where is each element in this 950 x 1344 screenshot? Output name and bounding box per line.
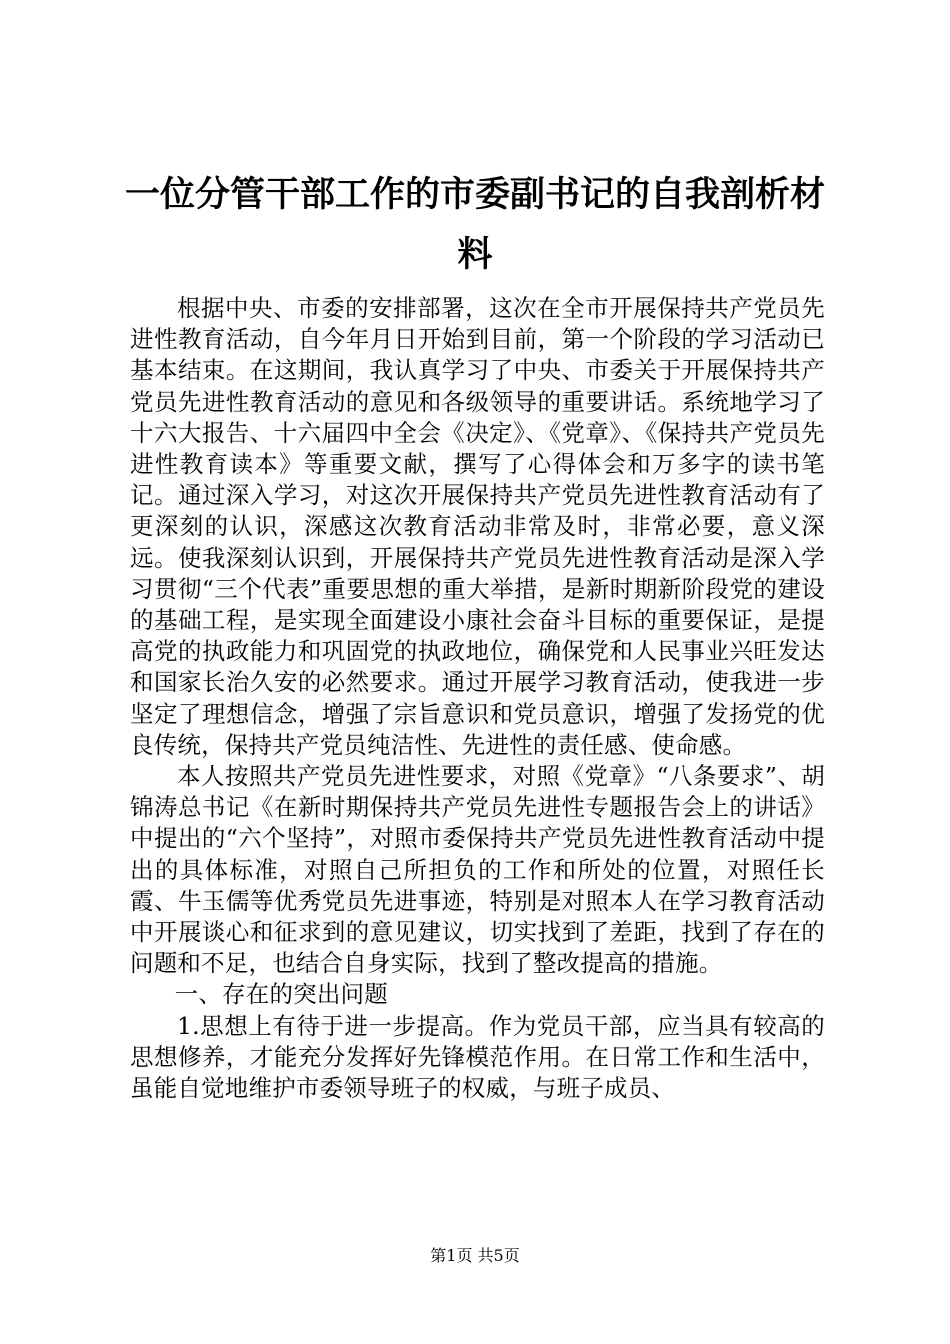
page-footer: 第1页 共5页: [430, 1246, 520, 1265]
document-title: 一位分管干部工作的市委副书记的自我剖析材料: [124, 174, 825, 275]
document-body: [130, 293, 825, 1104]
paragraph-2: 本人按照共产党员先进性要求，对照《党章》“八条要求”、胡锦涛总书记《在新时期保持共产党员先进性专题报告会上的讲话》中提出的“六个坚持”，对照市委保持共产党员先进性教育活动中提出的具体标准，对照自己所担负的工作和所处的位置，对照任长霞、牛玉儒等优秀党员先进事迹，特别是对照本人在学习教育活动中开展谈心和征求到的意见建议，切实找到了差距，找到了存在的问题和不足，也结合自身实际，找到了整改提高的措施。: [130, 762, 825, 978]
section-heading: 一、存在的突出问题: [174, 980, 388, 1009]
paragraph-1: 根据中央、市委的安排部署，这次在全市开展保持共产党员先进性教育活动，自今年月日开始到目前，第一个阶段的学习活动已基本结束。在这期间，我认真学习了中央、市委关于开展保持共产党员先进性教育活动的意见和各级领导的重要讲话。系统地学习了十六大报告、十六届四中全会《决定》、《党章》、《保持共产党员先进性教育读本》等重要文献，撰写了心得体会和万多字的读书笔记。通过深入学习，对这次开展保持共产党员先进性教育活动有了更深刻的认识，深感这次教育活动非常及时，非常必要，意义深远。使我深刻认识到，开展保持共产党员先进性教育活动是深入学习贯彻“三个代表”重要思想的重大举措，是新时期新阶段党的建设的基础工程，是实现全面建设小康社会奋斗目标的重要保证，是提高党的执政能力和巩固党的执政地位，确保党和人民事业兴旺发达和国家长治久安的必然要求。通过开展学习教育活动，使我进一步坚定了理想信念，增强了宗旨意识和党员意识，增强了发扬党的优良传统，保持共产党员纯洁性、先进性的责任感、使命感。: [130, 294, 825, 759]
paragraph-3: 1.思想上有待于进一步提高。作为党员干部，应当具有较高的思想修养，才能充分发挥好先锋模范作用。在日常工作和生活中，虽能自觉地维护市委领导班子的权威，与班子成员、: [130, 1011, 825, 1103]
